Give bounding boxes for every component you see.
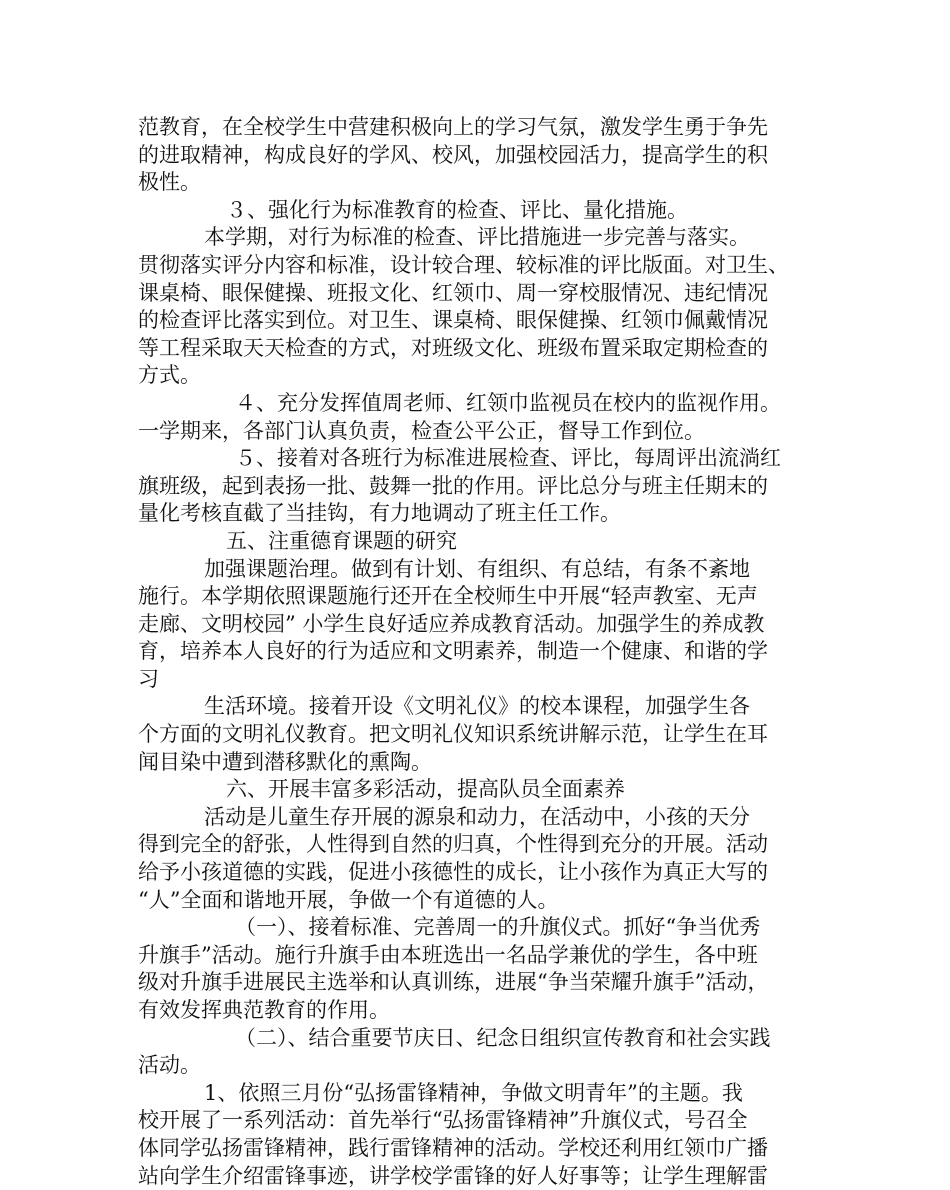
text-line: 本学期，对行为标准的检查、评比措施进一步完善与落实。	[204, 225, 750, 250]
document-body	[138, 114, 818, 1190]
text-line: 一学期来，各部门认真负责，检查公平公正，督导工作到位。	[138, 418, 705, 443]
text-line: 育，培养本人良好的行为适应和文明素养，制造一个健康、和谐的学	[138, 639, 768, 664]
text-line: 五、注重德育课题的研究	[226, 528, 457, 553]
text-line: 站向学生介绍雷锋事迹，讲学校学雷锋的好人好事等；让学生理解雷	[138, 1163, 768, 1188]
text-line: 六、开展丰富多彩活动，提高队员全面素养	[226, 777, 625, 802]
text-line: 极性。	[138, 170, 201, 195]
text-line: 范教育，在全校学生中营建积极向上的学习气氛，激发学生勇于争先	[138, 115, 768, 139]
text-line: 闻目染中遭到潜移默化的熏陶。	[138, 749, 432, 774]
text-line: 级对升旗手进展民主选举和认真训练，进展“争当荣耀升旗手”活动，	[138, 970, 769, 995]
text-line: 给予小孩道德的实践，促进小孩德性的成长，让小孩作为真正大写的	[138, 860, 768, 885]
text-line: 体同学弘扬雷锋精神，践行雷锋精神的活动。学校还利用红领巾广播	[138, 1135, 768, 1160]
text-line: （一）、接着标准、完善周一的升旗仪式。抓好“争当优秀	[235, 915, 761, 940]
text-line: 升旗手”活动。施行升旗手由本班选出一名品学兼优的学生，各中班	[138, 942, 758, 967]
text-line: 有效发挥典范教育的作用。	[138, 998, 390, 1022]
text-line: 方式。	[138, 363, 201, 388]
text-line: 等工程采取天天检查的方式，对班级文化、班级布置采取定期检查的	[138, 335, 768, 360]
text-line: 得到完全的舒张，人性得到自然的归真，个性得到充分的开展。活动	[138, 832, 768, 857]
text-line: 旗班级，起到表扬一批、鼓舞一批的作用。评比总分与班主任期末的	[138, 473, 768, 498]
text-line: 活动是儿童生存开展的源泉和动力，在活动中，小孩的天分	[204, 804, 750, 829]
text-line: 课桌椅、眼保健操、班报文化、红领巾、周一穿校服情况、违纪情况	[138, 280, 768, 305]
text-line: 校开展了一系列活动：首先举行“弘扬雷锋精神”升旗仪式，号召全	[138, 1108, 748, 1133]
text-line: ３、强化行为标准教育的检查、评比、量化措施。	[226, 197, 688, 222]
text-line: 走廊、文明校园” 小学生良好适应养成教育活动。加强学生的养成教	[138, 611, 765, 636]
text-line: 加强课题治理。做到有计划、有组织、有总结，有条不紊地	[204, 556, 750, 581]
text-line: 生活环境。接着开设《文明礼仪》的校本课程，加强学生各	[204, 694, 750, 719]
text-line: 个方面的文明礼仪教育。把文明礼仪知识系统讲解示范，让学生在耳	[138, 722, 768, 747]
text-line: 的进取精神，构成良好的学风、校风，加强校园活力，提高学生的积	[138, 142, 768, 167]
text-line: ４、充分发挥值周老师、红领巾监视员在校内的监视作用。	[235, 390, 781, 415]
text-line: 施行。本学期依照课题施行还开在全校师生中开展“轻声教室、无声	[138, 584, 758, 609]
text-line: 的检查评比落实到位。对卫生、课桌椅、眼保健操、红领巾佩戴情况	[138, 308, 768, 333]
text-line: 贯彻落实评分内容和标准，设计较合理、较标准的评比版面。对卫生、	[138, 252, 789, 277]
text-line: （二）、结合重要节庆日、纪念日组织宣传教育和社会实践	[235, 1025, 771, 1050]
text-line: “人”全面和谐地开展，争做一个有道德的人。	[138, 887, 559, 912]
text-line: 1、依照三月份“弘扬雷锋精神，争做文明青年”的主题。我	[204, 1080, 743, 1105]
text-line: 习	[138, 666, 159, 691]
text-line: 活动。	[138, 1053, 201, 1078]
text-line: ５、接着对各班行为标准进展检查、评比，每周评出流淌红	[235, 446, 781, 471]
text-line: 量化考核直截了当挂钩，有力地调动了班主任工作。	[138, 501, 621, 526]
